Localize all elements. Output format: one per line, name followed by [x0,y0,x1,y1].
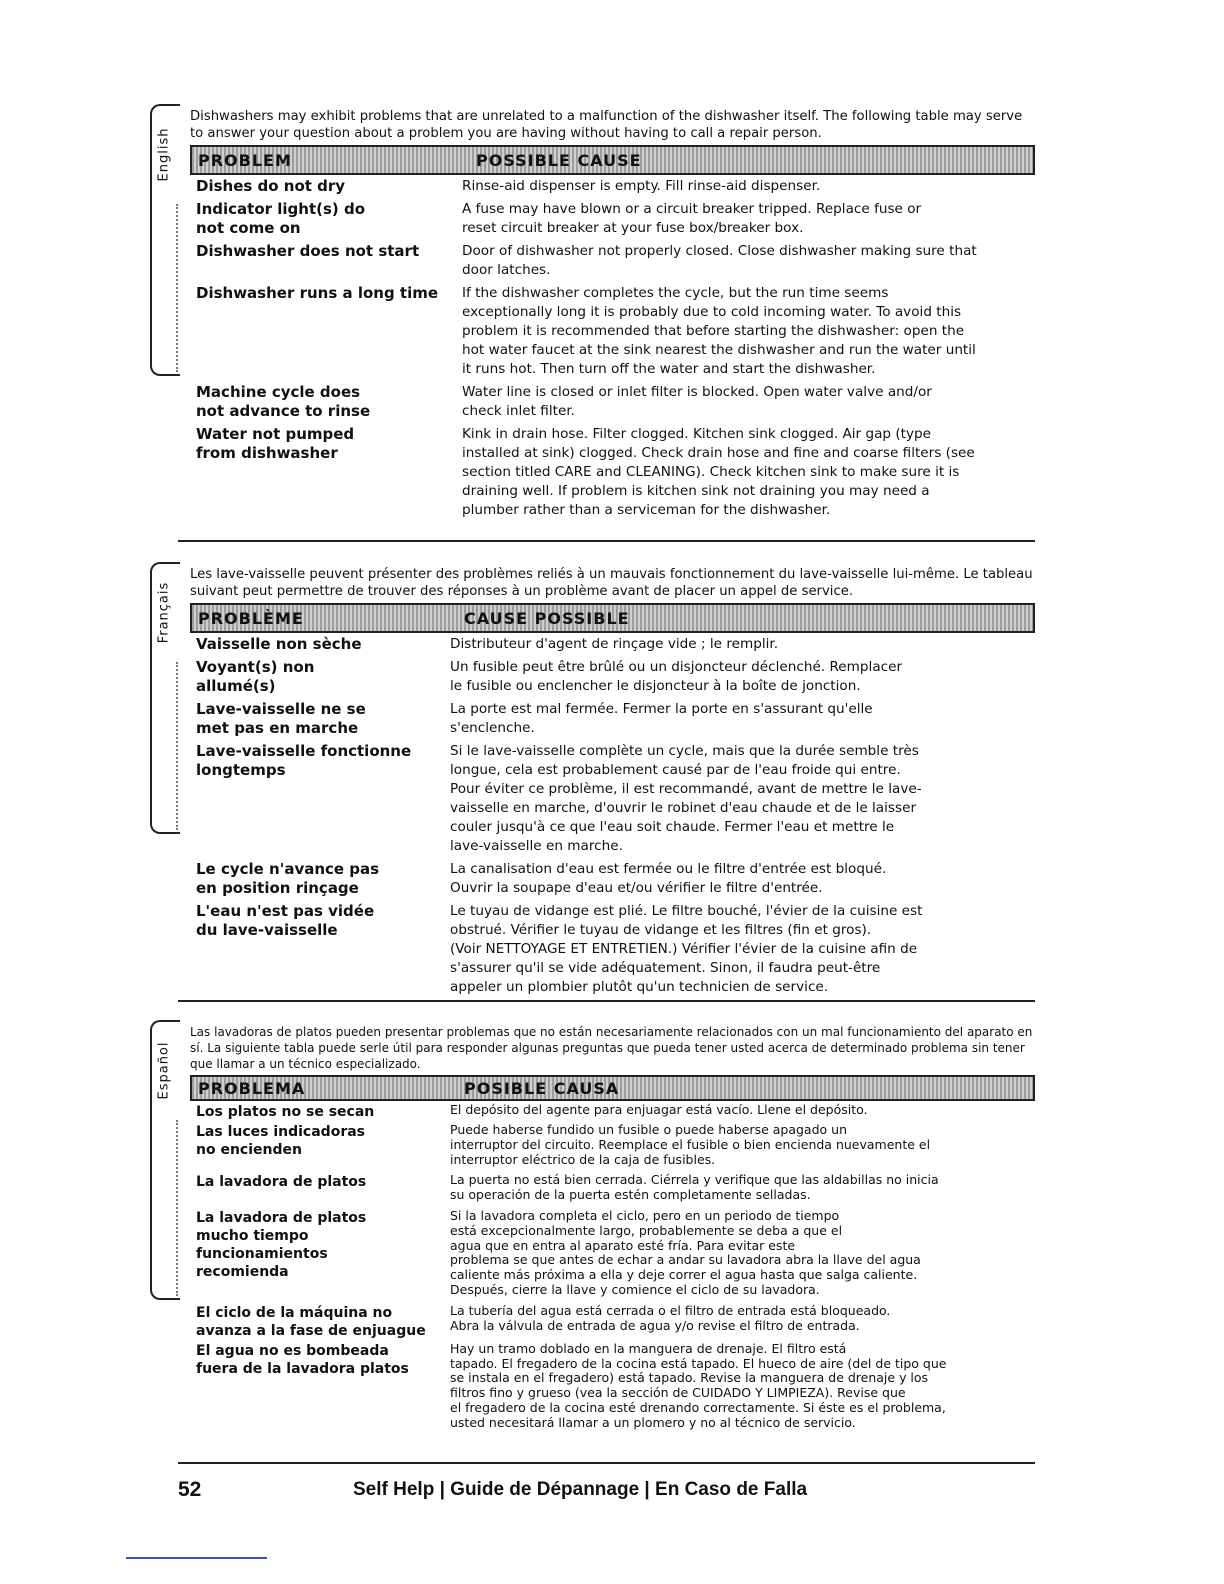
section-bottom-rule [178,540,1035,542]
table-row [190,284,1035,379]
cause-cell: Water line is closed or inlet filter is blocked. Open water valve and/or check inlet filter. [462,384,932,419]
footer-title: Self Help | Guide de Dépannage | En Caso de Falla [353,1479,808,1500]
problem-cell: Le cycle n'avance pas en position rinçage [196,860,380,897]
problem-cell: Lave-vaisselle fonctionne longtemps [196,742,412,779]
dotted-rule [176,662,180,830]
problem-cell: Dishwasher does not start [196,242,420,260]
cause-cell: Si la lavadora completa el ciclo, pero en un periodo de tiempo está excepcionalmente largo, probablemente se deba a que el agua que en entra al aparato esté fría. Para evitar este problema se que antes de echar a andar su lavadora abra la llave del agua caliente más próxima a ella y deje correr el agua hasta que salga caliente. Después, cierre la llave y comience el ciclo de su lavadora. [450,1207,921,1297]
cause-cell: La porte est mal fermée. Fermer la porte en s'assurant qu'elle s'enclenche. [450,701,873,736]
cause-cell: Hay un tramo doblado en la manguera de drenaje. El filtro está tapado. El fregadero de la cocina está tapado. El hueco de aire (del de tipo que se instala en el fregadero) está tapado. Revise la manguera de drenaje y los filtros fino y grueso (vea la sección de CUIDADO Y LIMPIEZA). Revise que el fregadero de la cocina esté drenando correctamente. Si éste es el problema, usted necesitará llamar a un plomero y no al técnico de servicio. [450,1340,947,1430]
problem-cell: Lave-vaisselle ne se met pas en marche [196,700,366,737]
problem-cell: Voyant(s) non allumé(s) [196,658,315,695]
cause-cell: El depósito del agente para enjuagar está vacío. Llene el depósito. [450,1102,868,1117]
cause-cell: La tubería del agua está cerrada o el filtro de entrada está bloqueado. Abra la válvula de entrada de agua y/o revise el filtro de entrada. [450,1302,891,1333]
header-cause: POSIBLE CAUSA [464,1078,620,1098]
intro-text: Les lave-vaisselle peuvent présenter des problèmes reliés à un mauvais fonctionnement du lave-vaisselle lui-même. Le tableau suivant peut permettre de trouver des réponses à un problème avant de placer un appel de service. [190,567,1033,599]
language-label-french: Français [156,581,172,643]
trouble-table [190,1103,1035,1431]
problem-cell: La lavadora de platos [196,1174,367,1191]
cause-cell: Puede haberse fundido un fusible o puede haberse apagado un interruptor del circuito. Reemplace el fusible o bien encienda nuevamente el interruptor eléctrico de la caja de fusibles. [450,1122,931,1167]
cause-cell: Un fusible peut être brûlé ou un disjoncteur déclenché. Remplacer le fusible ou enclencher le disjoncteur à la boîte de jonction. [450,659,903,694]
header-cause: POSSIBLE CAUSE [476,150,642,170]
page-number: 52 [178,1478,202,1501]
problem-cell: Las luces indicadoras no encienden [196,1124,365,1158]
table-row [190,242,1035,280]
problem-cell: Machine cycle does not advance to rinse [196,383,371,420]
table-header [190,145,1035,175]
bottom-link-line [126,1557,267,1559]
french-content [190,566,1035,997]
problem-cell: Dishwasher runs a long time [196,284,439,302]
table-row [190,1342,1035,1431]
problem-cell: L'eau n'est pas vidée du lave-vaisselle [196,902,375,939]
problem-cell: El agua no es bombeada fuera de la lavadora platos [196,1342,409,1377]
problem-cell: Indicator light(s) do not come on [196,200,366,237]
problem-cell: Vaisselle non sèche [196,635,362,653]
intro-text: Las lavadoras de platos pueden presentar problemas que no están necesariamente relacionados con un mal funcionamiento del aparato en sí. La siguiente tabla puede serle útil para responder algunas preguntas que pueda tener usted acerca de determinado problema sin tener que llamar a un técnico especializado. [190,1025,1033,1071]
table-row [190,177,1035,196]
table-header [190,603,1035,633]
dotted-rule [176,204,180,372]
table-row [190,1304,1035,1340]
cause-cell: Distributeur d'agent de rinçage vide ; le remplir. [450,636,779,652]
table-row [190,658,1035,696]
header-problem: PROBLEM [198,150,292,170]
language-label-spanish: Español [156,1040,172,1100]
table-header [190,1075,1035,1101]
table-row [190,1103,1035,1121]
language-label-english: English [156,127,172,181]
problem-cell: La lavadora de platos mucho tiempo funcionamientos recomienda [196,1209,367,1280]
cause-cell: Le tuyau de vidange est plié. Le filtre bouché, l'évier de la cuisine est obstrué. Vérifier le tuyau de vidange et les filtres (fin et gros). (Voir NETTOYAGE ET ENTRETIEN.) Vérifier l'évier de la cuisine afin de s'assurer qu'il se vide adéquatement. Sinon, il faudra peut-être appeler un plombier plutôt qu'un technicien de service. [450,903,923,995]
page-footer [178,1478,1078,1506]
table-row [190,635,1035,654]
problem-cell: Los platos no se secan [196,1104,375,1120]
french-section [150,562,1035,1008]
table-row [190,425,1035,520]
table-row [190,860,1035,898]
header-cause: CAUSE POSSIBLE [464,608,630,628]
table-row [190,383,1035,421]
problem-cell: El ciclo de la máquina no avanza a la fase de enjuague [196,1304,426,1339]
problem-cell: Water not pumped from dishwasher [196,425,355,462]
trouble-table [190,177,1035,520]
cause-cell: If the dishwasher completes the cycle, but the run time seems exceptionally long it is probably due to cold incoming water. To avoid this problem it is recommended that before starting the dishwasher: open the hot water faucet at the sink nearest the dishwasher and run the water until it runs hot. Then turn off the water and start the dishwasher. [462,285,976,377]
table-row [190,1123,1035,1167]
english-section [150,104,1035,544]
cause-cell: La canalisation d'eau est fermée ou le filtre d'entrée est bloqué. Ouvrir la soupape d'eau et/ou vérifier le filtre d'entrée. [450,861,887,896]
cause-cell: Kink in drain hose. Filter clogged. Kitchen sink clogged. Air gap (type installed at sink) clogged. Check drain hose and fine and coarse filters (see section titled CARE and CLEANING). Check kitchen sink to make sure it is draining well. If problem is kitchen sink not draining you may need a plumber rather than a serviceman for the dishwasher. [462,426,975,518]
problem-cell: Dishes do not dry [196,177,346,195]
section-bottom-rule [178,1000,1035,1002]
table-row [190,1209,1035,1298]
table-row [190,902,1035,997]
intro-text: Dishwashers may exhibit problems that are unrelated to a malfunction of the dishwasher itself. The following table may serve to answer your question about a problem you are having without having to call a repair person. [190,109,1023,141]
header-problem: PROBLÈME [198,608,304,628]
spanish-section [150,1020,1035,1468]
cause-cell: Rinse-aid dispenser is empty. Fill rinse-aid dispenser. [462,178,821,194]
cause-cell: Door of dishwasher not properly closed. Close dishwasher making sure that door latches. [462,243,977,278]
section-bottom-rule [178,1462,1035,1464]
spanish-content [190,1024,1035,1431]
dotted-rule [176,1120,180,1296]
table-row [190,700,1035,738]
english-content [190,108,1035,520]
header-problem: PROBLEMA [198,1078,306,1098]
table-row [190,200,1035,238]
table-row [190,1173,1035,1203]
cause-cell: A fuse may have blown or a circuit breaker tripped. Replace fuse or reset circuit breaker at your fuse box/breaker box. [462,201,922,236]
trouble-table [190,635,1035,997]
cause-cell: Si le lave-vaisselle complète un cycle, mais que la durée semble très longue, cela est probablement causé par de l'eau froide qui entre. Pour éviter ce problème, il est recommandé, avant de mettre le lave- vaisselle en marche, d'ouvrir le robinet d'eau chaude et de le laisser couler jusqu'à ce que l'eau soit chaude. Fermer l'eau et mettre le lave-vaisselle en marche. [450,743,922,854]
cause-cell: La puerta no está bien cerrada. Ciérrela y verifique que las aldabillas no inicia su operación de la puerta estén completamente selladas. [450,1172,939,1203]
table-row [190,742,1035,856]
